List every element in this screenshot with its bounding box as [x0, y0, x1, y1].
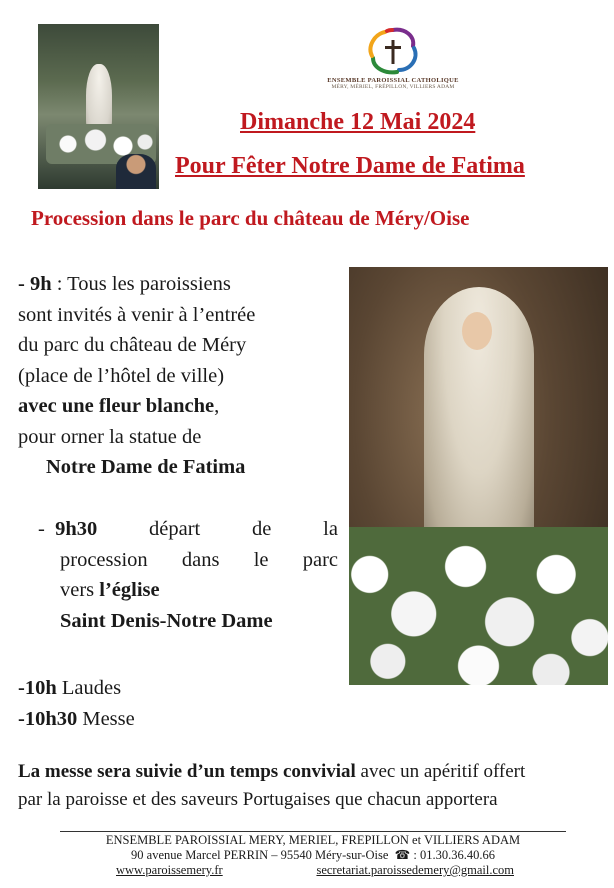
email-link[interactable]: secretariat.paroissedemery@gmail.com: [316, 863, 514, 877]
word: de: [252, 518, 272, 540]
statue-face: [462, 312, 492, 350]
line: sont invités à venir à l’entrée: [18, 303, 256, 326]
white-flower-note: avec une fleur blanche: [18, 395, 215, 417]
website-link[interactable]: www.paroissemery.fr: [116, 863, 223, 877]
footer-org: ENSEMBLE PAROISSIAL MERY, MERIEL, FREPILLON et VILLIERS ADAM: [105, 833, 521, 847]
line-laudes: [18, 673, 135, 704]
time-10h30: -10h30: [18, 707, 78, 730]
word: départ: [149, 518, 201, 540]
schedule-9h30: [38, 514, 338, 636]
line: (place de l’hôtel de ville): [18, 364, 225, 387]
line: [38, 545, 338, 576]
statue-photo: [349, 267, 608, 685]
line: pour orner la statue de: [18, 425, 202, 448]
time-9h30-group: [38, 514, 97, 545]
schedule-10h: [18, 673, 135, 734]
word: la: [323, 518, 338, 540]
event-date: Dimanche 12 Mai 2024: [240, 109, 476, 135]
white-flowers: [349, 527, 608, 685]
schedule-9h: [18, 269, 255, 483]
statue-name: Notre Dame de Fatima: [46, 456, 246, 478]
convivial-bold: La messe sera suivie d’un temps convivial: [18, 761, 356, 782]
cross-logo-icon: [365, 26, 421, 76]
line: [18, 758, 525, 786]
footer-divider: [60, 831, 566, 832]
logo-title: ENSEMBLE PAROISSIAL CATHOLIQUE: [327, 77, 459, 84]
procession-heading: Procession dans le parc du château de Méry/Oise: [31, 206, 470, 230]
footer: [60, 833, 566, 878]
text: : Tous les paroissiens: [51, 273, 231, 295]
word: le: [253, 548, 269, 571]
time-9h30: 9h30: [55, 518, 98, 540]
logo-subtitle: MÉRY, MÉRIEL, FRÉPILLON, VILLIERS ADAM: [331, 84, 455, 90]
line-messe: [18, 704, 135, 735]
footer-links: [60, 863, 566, 878]
text: vers: [60, 579, 100, 601]
footer-phone: : 01.30.36.40.66: [410, 848, 495, 862]
line: par la paroisse et des saveurs Portugaises que chacun apportera: [18, 789, 498, 810]
time-10h: -10h: [18, 677, 57, 699]
word: procession: [60, 548, 148, 571]
line-9h30: [38, 514, 338, 545]
procession-photo: [38, 24, 159, 189]
person-figure: [116, 154, 156, 189]
parish-logo: [318, 26, 468, 104]
text: ,: [214, 395, 220, 417]
laudes-label: Laudes: [56, 677, 122, 699]
messe-label: Messe: [77, 707, 135, 730]
time-9h: - 9h: [18, 273, 52, 295]
word: dans: [181, 548, 220, 571]
church-word: l’église: [99, 579, 160, 601]
text: avec un apéritif offert: [355, 761, 526, 782]
line: [18, 391, 255, 422]
line: du parc du château de Méry: [18, 334, 247, 356]
footer-contact: [60, 848, 566, 863]
event-feast: Pour Fêter Notre Dame de Fatima: [175, 153, 525, 179]
convivial-note: [18, 758, 525, 814]
church-name: Saint Denis-Notre Dame: [60, 609, 273, 632]
dash: -: [38, 518, 45, 540]
footer-address: 90 avenue Marcel PERRIN – 95540 Méry-sur-Oise: [131, 848, 389, 862]
line-9h: [18, 269, 255, 300]
line: [38, 575, 338, 606]
phone-icon: ☎: [394, 848, 411, 862]
word: parc: [302, 548, 338, 571]
